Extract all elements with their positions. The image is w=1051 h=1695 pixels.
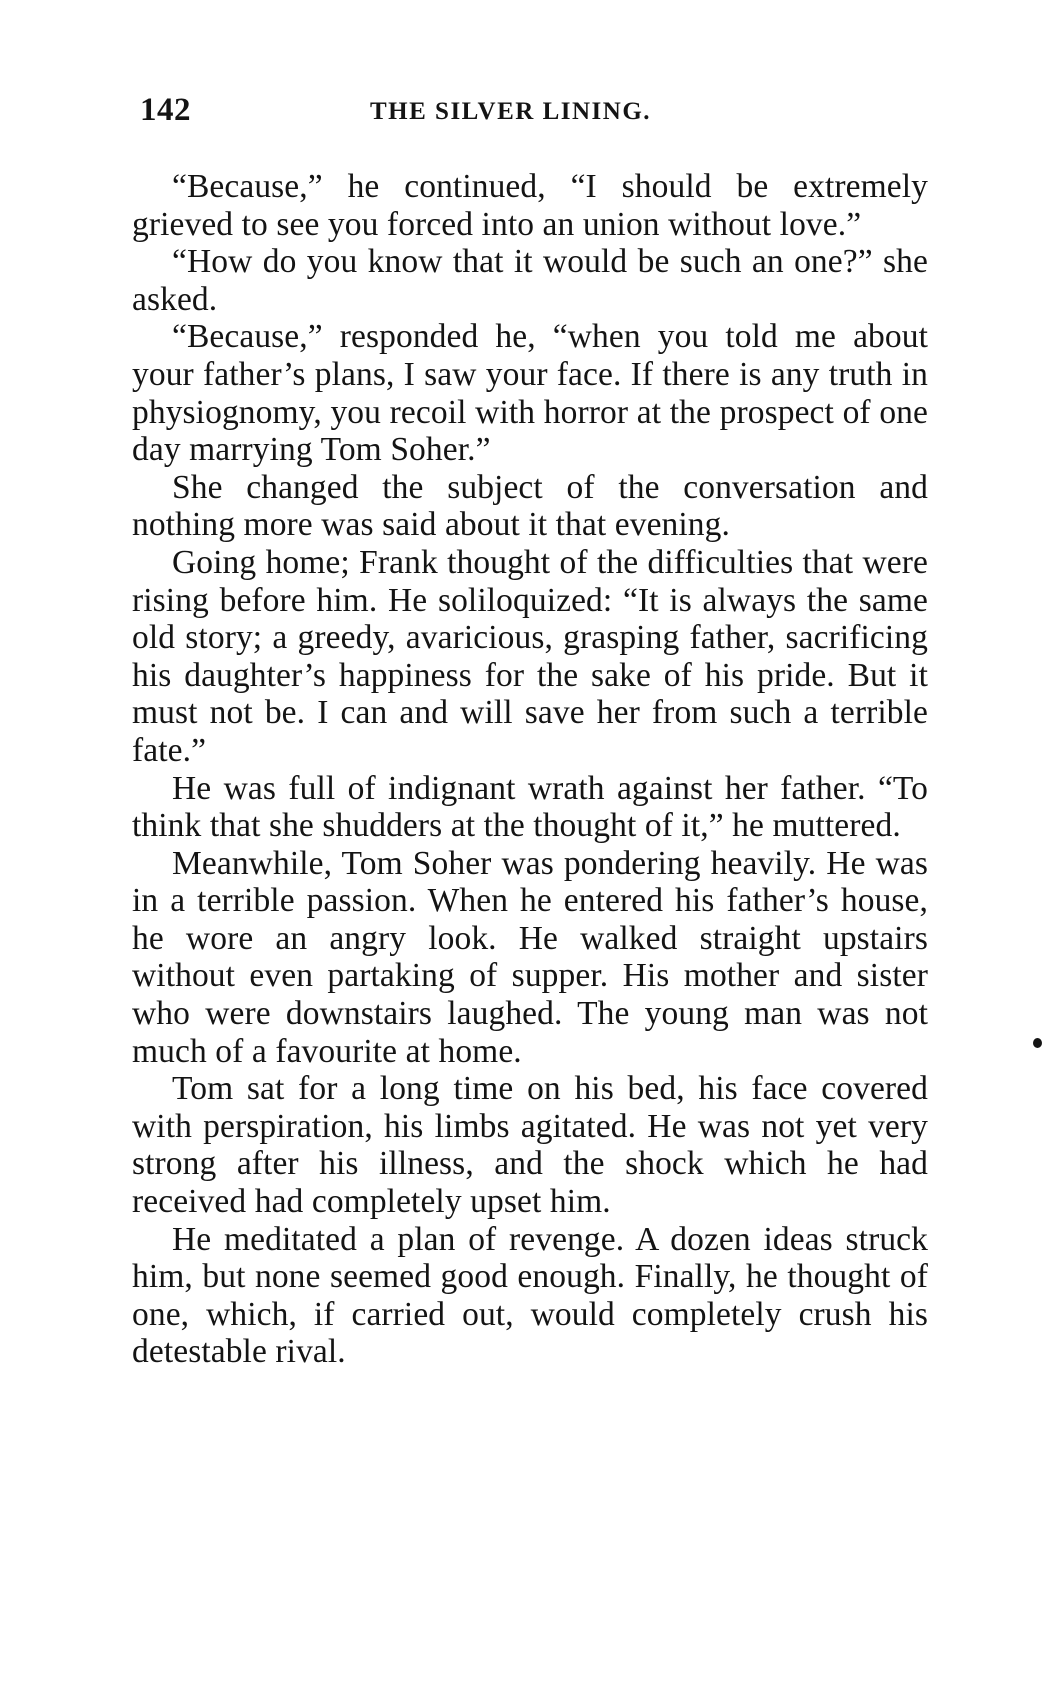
paragraph: He was full of indignant wrath against her father. “To think that she shudders at the thought of it,” he muttered.: [132, 769, 928, 845]
paragraph: “How do you know that it would be such an one?” she asked.: [132, 243, 928, 318]
paragraph: “Because,” he continued, “I should be extremely grieved to see you forced into an union without love.”: [132, 168, 928, 243]
page-number: 142: [140, 92, 191, 128]
paragraph: Tom sat for a long time on his bed, his face covered with perspiration, his limbs agitated. He was not yet very strong after his illness, and the shock which he had received had completely upset him.: [132, 1070, 928, 1221]
paragraph: Going home; Frank thought of the difficulties that were rising before him. He soliloquized: “It is always the same old story; a greedy, avaricious, grasping father, sacrificing his daughter’s happiness for the sake of his pride. But it must not be. I can and will save her from such a terrible fate.”: [132, 543, 928, 769]
page-header: [140, 92, 920, 132]
ink-spot: [1033, 1038, 1042, 1048]
paragraph: He meditated a plan of revenge. A dozen ideas struck him, but none seemed good enough. Finally, he thought of one, which, if carried out, would completely crush his detestable rival.: [132, 1220, 928, 1371]
body-text: [132, 168, 928, 1371]
paragraph: Meanwhile, Tom Soher was pondering heavily. He was in a terrible passion. When he entered his father’s house, he wore an angry look. He walked straight upstairs without even partaking of supper. His mother and sister who were downstairs laughed. The young man was not much of a favourite at home.: [132, 844, 928, 1070]
paragraph: “Because,” responded he, “when you told me about your father’s plans, I saw your face. If there is any truth in physiognomy, you recoil with horror at the prospect of one day marrying Tom Soher.”: [132, 318, 928, 469]
running-title: THE SILVER LINING.: [370, 98, 652, 125]
paragraph: She changed the subject of the conversation and nothing more was said about it that evening.: [132, 468, 928, 544]
